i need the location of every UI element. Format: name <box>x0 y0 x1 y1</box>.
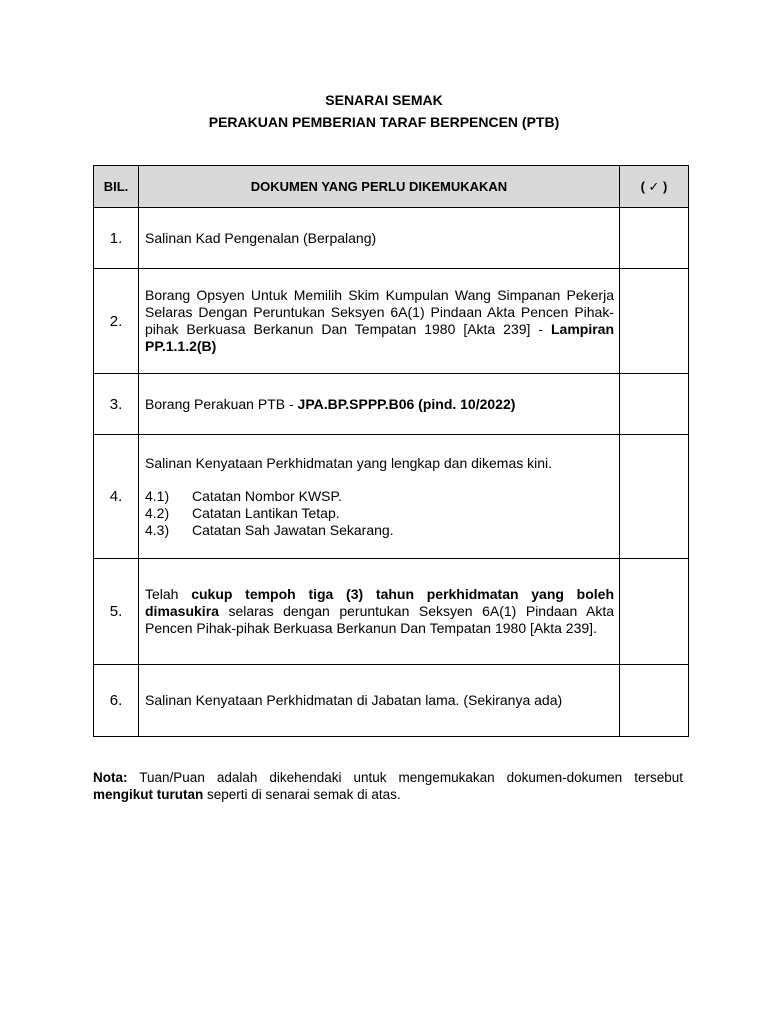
checkbox-cell[interactable] <box>620 435 689 559</box>
row-number: 2. <box>94 269 139 374</box>
footnote: Nota: Tuan/Puan adalah dikehendaki untuk mengemukakan dokumen-dokumen tersebut mengikut turutan seperti di senarai semak di atas. <box>93 770 683 802</box>
checkbox-cell[interactable] <box>620 665 689 737</box>
checkbox-cell[interactable] <box>620 559 689 665</box>
row-number: 6. <box>94 665 139 737</box>
table-row <box>94 374 689 435</box>
table-row <box>94 269 689 374</box>
checkbox-cell[interactable] <box>620 374 689 435</box>
row-document: Salinan Kenyataan Perkhidmatan di Jabatan lama. (Sekiranya ada) <box>139 665 620 737</box>
footnote-label: Nota: <box>93 770 128 785</box>
row-number: 5. <box>94 559 139 665</box>
row-document: Borang Perakuan PTB - JPA.BP.SPPP.B06 (pind. 10/2022) <box>139 374 620 435</box>
header-bil: BIL. <box>94 166 139 208</box>
row-document: Salinan Kenyataan Perkhidmatan yang lengkap dan dikemas kini. 4.1) Catatan Nombor KWSP. 4.2) Catatan Lantikan Tetap. 4.3) Catatan Sah Jawatan Sekarang. <box>139 435 620 559</box>
sub-item: 4.1) Catatan Nombor KWSP. <box>145 487 342 504</box>
row-number: 4. <box>94 435 139 559</box>
row-document: Borang Opsyen Untuk Memilih Skim Kumpulan Wang Simpanan Pekerja Selaras Dengan Peruntukan Seksyen 6A(1) Pindaan Akta Pencen Pihak-pihak Berkuasa Berkanun Dan Tempatan 1980 [Akta 239] - Lampiran PP.1.1.2(B) <box>139 269 620 374</box>
header-check: ( ✓ ) <box>620 166 689 208</box>
row-document: Telah cukup tempoh tiga (3) tahun perkhidmatan yang boleh dimasukira selaras dengan peruntukan Seksyen 6A(1) Pindaan Akta Pencen Pihak-pihak Berkuasa Berkanun Dan Tempatan 1980 [Akta 239]. <box>139 559 620 665</box>
row-number: 3. <box>94 374 139 435</box>
document-title: SENARAI SEMAK <box>325 92 443 108</box>
table-row <box>94 559 689 665</box>
row-document: Salinan Kad Pengenalan (Berpalang) <box>139 208 620 269</box>
checklist-table <box>93 165 689 737</box>
row-number: 1. <box>94 208 139 269</box>
sub-item: 4.2) Catatan Lantikan Tetap. <box>145 504 340 521</box>
table-row <box>94 208 689 269</box>
checkbox-cell[interactable] <box>620 269 689 374</box>
table-header-row <box>94 166 689 208</box>
table-row <box>94 665 689 737</box>
table-row <box>94 435 689 559</box>
header-dokumen: DOKUMEN YANG PERLU DIKEMUKAKAN <box>139 166 620 208</box>
sub-item: 4.3) Catatan Sah Jawatan Sekarang. <box>145 521 394 538</box>
checkbox-cell[interactable] <box>620 208 689 269</box>
document-subtitle: PERAKUAN PEMBERIAN TARAF BERPENCEN (PTB) <box>208 114 560 130</box>
